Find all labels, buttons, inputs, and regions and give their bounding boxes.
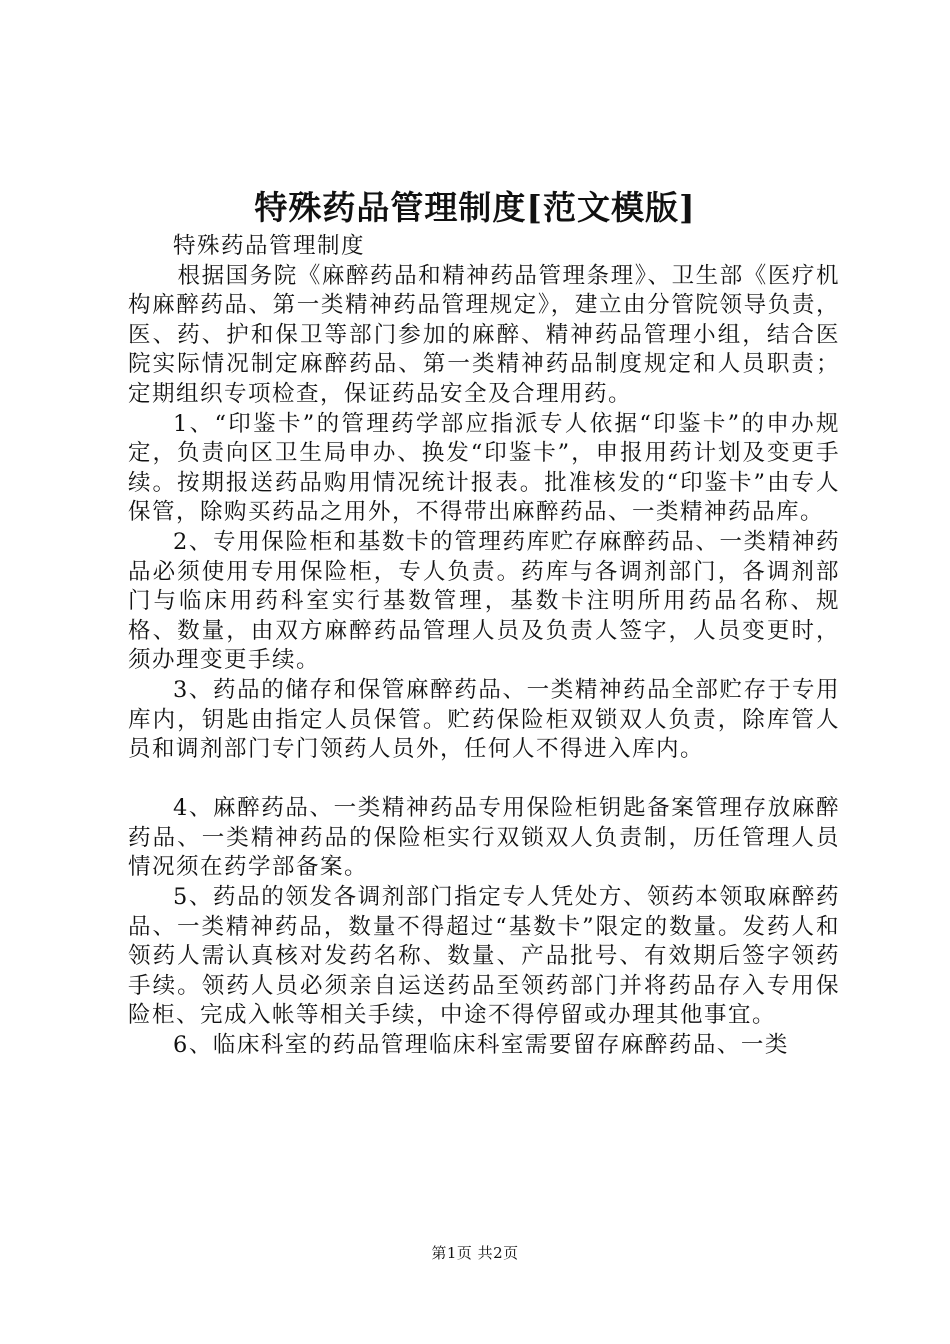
paragraph-item-2: 2、专用保险柜和基数卡的管理药库贮存麻醉药品、一类精神药品必须使用专用保险柜，专人负责。药库与各调剂部门，各调剂部门与临床用药科室实行基数管理，基数卡注明所用药品名称、规格、数量，由双方麻醉药品管理人员及负责人签字，人员变更时，须办理变更手续。 (128, 528, 840, 674)
document-subtitle: 特殊药品管理制度 (173, 233, 366, 259)
paragraph-item-1: 1、“印鉴卡”的管理药学部应指派专人依据“印鉴卡”的申办规定，负责向区卫生局申办、换发“印鉴卡”，申报用药计划及变更手续。按期报送药品购用情况统计报表。批准核发的“印鉴卡”由专人保管，除购买药品之用外，不得带出麻醉药品、一类精神药品库。 (128, 410, 840, 526)
paragraph-item-6: 6、临床科室的药品管理临床科室需要留存麻醉药品、一类 (173, 1032, 789, 1059)
paragraph-intro: 根据国务院《麻醉药品和精神药品管理条理》、卫生部《医疗机构麻醉药品、第一类精神药品管理规定》，建立由分管院领导负责，医、药、护和保卫等部门参加的麻醉、精神药品管理小组，结合医院实际情况制定麻醉药品、第一类精神药品制度规定和人员职责；定期组织专项检查，保证药品安全及合理用药。 (128, 262, 840, 407)
paragraph-item-3: 3、药品的储存和保管麻醉药品、一类精神药品全部贮存于专用库内，钥匙由指定人员保管。贮药保险柜双锁双人负责，除库管人员和调剂部门专门领药人员外，任何人不得进入库内。 (128, 676, 840, 763)
page-footer: 第1页 共2页 (431, 1244, 519, 1262)
document-body (128, 232, 840, 1061)
paragraph-item-4: 4、麻醉药品、一类精神药品专用保险柜钥匙备案管理存放麻醉药品、一类精神药品的保险柜实行双锁双人负责制，历任管理人员情况须在药学部备案。 (128, 795, 840, 881)
document-title: 特殊药品管理制度[范文模版] (254, 188, 696, 227)
paragraph-item-5: 5、药品的领发各调剂部门指定专人凭处方、领药本领取麻醉药品、一类精神药品，数量不得超过“基数卡”限定的数量。发药人和领药人需认真核对发药名称、数量、产品批号、有效期后签字领药手续。领药人员必须亲自运送药品至领药部门并将药品存入专用保险柜、完成入帐等相关手续，中途不得停留或办理其他事宜。 (128, 884, 840, 1029)
